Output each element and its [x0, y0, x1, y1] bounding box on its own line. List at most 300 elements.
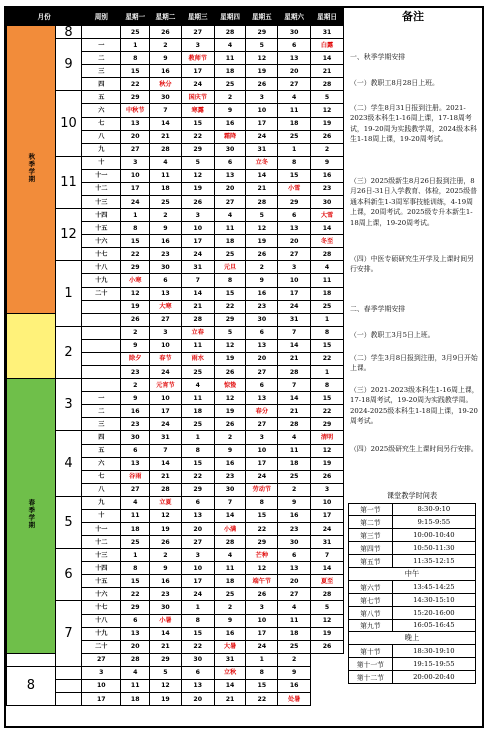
day-cell: 27 — [278, 588, 311, 601]
day-cell: 24 — [181, 588, 214, 601]
timetable-cell: 课堂教学时间表 — [386, 491, 438, 501]
day-cell: 12 — [181, 169, 214, 182]
period-row — [349, 619, 476, 632]
week-number-cell: 二十 — [82, 287, 121, 300]
day-cell: 3 — [278, 261, 311, 274]
day-cell: 9 — [150, 562, 182, 575]
day-cell: 21 — [181, 300, 214, 313]
period-row — [349, 503, 476, 516]
week-number-cell: 十三 — [82, 196, 121, 209]
month-cell: 5 — [55, 496, 81, 548]
day-cell: 2 — [278, 653, 311, 666]
week-number-cell: 十二 — [82, 182, 121, 195]
semester-cell — [7, 313, 56, 378]
day-cell: 30 — [150, 601, 182, 614]
header-cell: 星期一 — [121, 9, 150, 26]
day-cell: 22 — [246, 692, 278, 705]
day-cell: 11 — [121, 509, 150, 522]
day-cell: 31 — [278, 313, 311, 326]
day-cell: 11 — [214, 562, 246, 575]
day-cell: 1 — [278, 143, 311, 156]
week-row — [7, 692, 344, 705]
day-cell: 21 — [150, 130, 182, 143]
day-cell: 17 — [246, 117, 278, 130]
week-row — [7, 39, 344, 52]
day-cell: 23 — [278, 522, 311, 535]
period-row — [349, 658, 476, 671]
holiday-cell: 国庆节 — [181, 91, 214, 104]
day-cell: 27 — [246, 418, 278, 431]
month-cell: 7 — [55, 601, 81, 666]
day-cell: 27 — [214, 196, 246, 209]
header-cell: 月份 — [7, 9, 82, 26]
day-cell: 15 — [246, 509, 278, 522]
day-cell: 30 — [150, 91, 182, 104]
week-number-cell: 八 — [82, 483, 121, 496]
semester-cell — [7, 379, 56, 654]
day-cell: 8 — [246, 496, 278, 509]
day-cell: 20 — [246, 352, 278, 365]
day-cell: 22 — [214, 300, 246, 313]
day-cell: 21 — [150, 640, 182, 653]
week-number-cell: 十四 — [82, 562, 121, 575]
day-cell: 9 — [121, 392, 150, 405]
day-cell: 3 — [181, 39, 214, 52]
day-cell: 10 — [246, 104, 278, 117]
autumn-note-2: （二）学生8月31日报到注册。2021-2023级本科生1-16周上课，17-18周考试，19-20周为实践教学周，2024级本科生1-18周上课，19-20周考试。 — [350, 104, 477, 144]
day-cell: 18 — [181, 405, 214, 418]
week-number-cell: 五 — [82, 91, 121, 104]
day-cell: 14 — [311, 52, 344, 65]
week-number-cell: 四 — [82, 78, 121, 91]
day-cell: 22 — [121, 78, 150, 91]
day-cell: 9 — [278, 666, 311, 679]
week-row — [7, 156, 344, 169]
timetable-cell: 10:00-10:40 — [392, 529, 475, 542]
day-cell: 11 — [214, 52, 246, 65]
day-cell: 22 — [121, 248, 150, 261]
week-row — [7, 261, 344, 274]
day-cell: 7 — [214, 496, 246, 509]
day-cell: 9 — [214, 444, 246, 457]
month-cell: 9 — [55, 39, 81, 91]
day-cell: 24 — [246, 470, 278, 483]
day-cell: 1 — [121, 39, 150, 52]
header-cell: 星期五 — [246, 9, 278, 26]
header-cell: 星期四 — [214, 9, 246, 26]
day-cell: 29 — [150, 653, 182, 666]
week-number-cell: 二 — [82, 52, 121, 65]
week-number-cell: 十三 — [82, 549, 121, 562]
day-cell: 26 — [121, 313, 150, 326]
week-number-cell — [55, 679, 81, 692]
day-cell: 14 — [181, 287, 214, 300]
week-number-cell: 二 — [82, 405, 121, 418]
day-cell: 16 — [214, 457, 246, 470]
day-cell: 26 — [311, 640, 344, 653]
spring-note-3: （三）2021-2023级本科生1-16周上课，17-18周考试，19-20周为实践教学周。2024-2025级本科生1-18周上课，19-20周考试。 — [350, 386, 479, 426]
semester-label: 春季学期 — [27, 499, 36, 529]
day-cell: 19 — [246, 235, 278, 248]
timetable-cell: 第七节 — [349, 593, 393, 606]
day-cell: 16 — [311, 169, 344, 182]
day-cell: 15 — [246, 679, 278, 692]
day-cell: 22 — [311, 405, 344, 418]
day-cell: 28 — [278, 418, 311, 431]
day-cell: 10 — [121, 169, 150, 182]
day-cell: 26 — [150, 536, 182, 549]
day-cell: 10 — [246, 614, 278, 627]
school-calendar-table — [6, 8, 344, 706]
holiday-cell: 雨水 — [181, 352, 214, 365]
timetable-cell: 第十节 — [349, 645, 393, 658]
day-cell: 28 — [214, 26, 246, 39]
timetable-cell: 中午 — [349, 567, 476, 580]
day-cell: 4 — [214, 209, 246, 222]
day-cell: 3 — [82, 666, 121, 679]
day-cell: 28 — [311, 248, 344, 261]
week-number-cell: 九 — [82, 496, 121, 509]
week-row — [7, 326, 344, 339]
day-cell: 5 — [246, 209, 278, 222]
day-cell: 15 — [311, 392, 344, 405]
day-cell: 9 — [121, 339, 150, 352]
day-cell: 16 — [278, 679, 311, 692]
day-cell: 24 — [246, 640, 278, 653]
day-cell: 6 — [150, 274, 182, 287]
day-cell: 17 — [278, 287, 311, 300]
day-cell: 13 — [181, 509, 214, 522]
day-cell: 15 — [181, 627, 214, 640]
day-cell: 25 — [181, 418, 214, 431]
day-cell: 5 — [181, 156, 214, 169]
week-number-cell: 七 — [82, 470, 121, 483]
holiday-cell: 清明 — [311, 431, 344, 444]
timetable-cell: 19:15-19:55 — [392, 658, 475, 671]
day-cell: 2 — [121, 379, 150, 392]
day-cell: 10 — [181, 222, 214, 235]
semester-cell — [7, 26, 56, 314]
week-number-cell: 六 — [82, 104, 121, 117]
holiday-cell: 小满 — [214, 522, 246, 535]
day-cell: 20 — [278, 235, 311, 248]
day-cell: 1 — [181, 601, 214, 614]
day-cell: 6 — [246, 326, 278, 339]
day-cell: 24 — [121, 196, 150, 209]
day-cell: 2 — [150, 549, 182, 562]
day-cell: 26 — [311, 470, 344, 483]
week-row — [7, 91, 344, 104]
day-cell: 12 — [121, 287, 150, 300]
timetable-cell: 第九节 — [349, 619, 393, 632]
day-cell: 7 — [311, 549, 344, 562]
day-cell: 20 — [278, 65, 311, 78]
day-cell: 26 — [246, 248, 278, 261]
day-cell: 18 — [214, 235, 246, 248]
period-row — [349, 645, 476, 658]
holiday-cell: 劳动节 — [246, 483, 278, 496]
day-cell: 12 — [214, 392, 246, 405]
day-cell: 1 — [181, 431, 214, 444]
holiday-cell: 夏至 — [311, 575, 344, 588]
day-cell: 21 — [311, 65, 344, 78]
week-number-cell: 十九 — [82, 274, 121, 287]
day-cell: 25 — [181, 366, 214, 379]
month-cell: 11 — [55, 156, 81, 208]
day-cell: 2 — [246, 261, 278, 274]
day-cell: 18 — [278, 457, 311, 470]
week-row — [7, 431, 344, 444]
day-cell: 27 — [181, 26, 214, 39]
day-cell: 28 — [121, 653, 150, 666]
day-cell: 1 — [311, 366, 344, 379]
month-cell: 6 — [55, 549, 81, 601]
header-cell: 星期二 — [150, 9, 182, 26]
day-cell: 21 — [214, 692, 246, 705]
month-cell: 10 — [55, 91, 81, 156]
day-cell: 18 — [278, 627, 311, 640]
holiday-cell: 冬至 — [311, 235, 344, 248]
month-cell: 1 — [55, 261, 81, 326]
day-cell: 7 — [278, 326, 311, 339]
day-cell: 27 — [278, 78, 311, 91]
day-cell: 2 — [278, 483, 311, 496]
day-cell: 27 — [181, 536, 214, 549]
holiday-cell: 元旦 — [214, 261, 246, 274]
day-cell: 9 — [246, 274, 278, 287]
day-cell: 27 — [246, 366, 278, 379]
day-cell: 8 — [278, 156, 311, 169]
week-number-cell — [82, 339, 121, 352]
day-cell: 8 — [121, 562, 150, 575]
day-cell: 21 — [150, 470, 182, 483]
day-cell: 15 — [214, 287, 246, 300]
day-cell: 3 — [246, 601, 278, 614]
week-number-cell: 十六 — [82, 235, 121, 248]
day-cell: 13 — [246, 339, 278, 352]
day-cell: 2 — [150, 209, 182, 222]
holiday-cell: 春节 — [150, 352, 182, 365]
timetable-title — [349, 490, 476, 503]
day-cell: 29 — [121, 261, 150, 274]
day-cell: 27 — [121, 143, 150, 156]
day-cell: 16 — [246, 287, 278, 300]
day-cell: 13 — [246, 392, 278, 405]
day-cell: 4 — [121, 666, 150, 679]
week-number-cell: 八 — [82, 130, 121, 143]
day-cell: 26 — [214, 366, 246, 379]
day-cell: 30 — [246, 313, 278, 326]
week-number-cell: 五 — [82, 444, 121, 457]
day-cell: 25 — [278, 130, 311, 143]
timetable-cell: 11:35-12:15 — [392, 555, 475, 568]
timetable-cell: 18:30-19:10 — [392, 645, 475, 658]
holiday-cell: 端午节 — [246, 575, 278, 588]
timetable-cell: 第十一节 — [349, 658, 393, 671]
day-cell: 6 — [278, 209, 311, 222]
day-cell: 9 — [150, 52, 182, 65]
day-cell: 4 — [214, 39, 246, 52]
day-cell: 17 — [246, 457, 278, 470]
day-cell: 24 — [181, 248, 214, 261]
day-cell: 20 — [278, 575, 311, 588]
day-cell: 16 — [214, 117, 246, 130]
week-number-cell: 六 — [82, 457, 121, 470]
day-cell: 1 — [121, 549, 150, 562]
holiday-cell: 白露 — [311, 39, 344, 52]
week-row — [7, 209, 344, 222]
day-cell: 15 — [311, 339, 344, 352]
timetable-cell: 8:30-9:10 — [392, 503, 475, 516]
day-cell: 28 — [214, 536, 246, 549]
day-cell: 12 — [311, 444, 344, 457]
day-cell: 29 — [278, 196, 311, 209]
day-cell: 4 — [214, 549, 246, 562]
day-cell: 7 — [181, 274, 214, 287]
month-cell: 8 — [7, 666, 56, 705]
day-cell: 14 — [150, 117, 182, 130]
day-cell: 25 — [150, 196, 182, 209]
week-row — [7, 26, 344, 39]
evening-row — [349, 632, 476, 645]
timetable-cell: 15:20-16:00 — [392, 606, 475, 619]
day-cell: 28 — [246, 196, 278, 209]
day-cell: 23 — [150, 248, 182, 261]
week-number-cell: 十 — [82, 509, 121, 522]
day-cell: 8 — [121, 222, 150, 235]
day-cell: 8 — [181, 614, 214, 627]
period-row — [349, 606, 476, 619]
day-cell: 19 — [150, 522, 182, 535]
day-cell: 12 — [311, 104, 344, 117]
week-number-cell: 三 — [82, 65, 121, 78]
timetable-cell: 第四节 — [349, 542, 393, 555]
day-cell: 25 — [214, 248, 246, 261]
day-cell: 14 — [278, 392, 311, 405]
week-number-cell: 十八 — [82, 261, 121, 274]
week-number-cell — [55, 666, 81, 679]
day-cell: 13 — [150, 287, 182, 300]
day-cell: 14 — [214, 679, 246, 692]
timetable-cell: 16:05-16:45 — [392, 619, 475, 632]
week-row — [7, 679, 344, 692]
day-cell: 1 — [311, 313, 344, 326]
week-number-cell: 四 — [82, 431, 121, 444]
day-cell: 14 — [150, 457, 182, 470]
day-cell: 28 — [150, 483, 182, 496]
day-cell: 7 — [150, 104, 182, 117]
day-cell: 16 — [278, 509, 311, 522]
day-cell: 2 — [150, 39, 182, 52]
day-cell: 22 — [181, 640, 214, 653]
day-cell: 15 — [121, 575, 150, 588]
timetable-cell: 第三节 — [349, 529, 393, 542]
day-cell: 8 — [121, 52, 150, 65]
day-cell: 20 — [214, 182, 246, 195]
day-cell: 26 — [150, 26, 182, 39]
day-cell: 17 — [121, 182, 150, 195]
day-cell: 10 — [181, 562, 214, 575]
day-cell: 11 — [181, 392, 214, 405]
header-cell: 星期三 — [181, 9, 214, 26]
holiday-cell: 芒种 — [246, 549, 278, 562]
autumn-note-1: （一）教职工8月28日上班。 — [350, 79, 439, 87]
day-cell: 11 — [121, 679, 150, 692]
day-cell: 5 — [311, 91, 344, 104]
day-cell: 13 — [121, 117, 150, 130]
day-cell: 4 — [311, 261, 344, 274]
day-cell: 2 — [214, 601, 246, 614]
period-row — [349, 671, 476, 684]
day-cell: 19 — [150, 692, 182, 705]
week-number-cell — [82, 352, 121, 365]
day-cell: 19 — [246, 65, 278, 78]
day-cell: 19 — [311, 627, 344, 640]
day-cell: 4 — [121, 496, 150, 509]
day-cell: 25 — [278, 470, 311, 483]
day-cell: 17 — [246, 627, 278, 640]
day-cell: 8 — [214, 274, 246, 287]
day-cell: 14 — [214, 509, 246, 522]
day-cell: 24 — [181, 78, 214, 91]
day-cell: 5 — [150, 666, 182, 679]
day-cell: 11 — [278, 444, 311, 457]
day-cell: 19 — [214, 352, 246, 365]
day-cell: 6 — [246, 379, 278, 392]
day-cell: 31 — [311, 26, 344, 39]
week-row — [7, 379, 344, 392]
day-cell: 29 — [214, 313, 246, 326]
week-number-cell: 七 — [82, 117, 121, 130]
day-cell: 9 — [214, 104, 246, 117]
day-cell: 21 — [278, 352, 311, 365]
day-cell: 29 — [246, 536, 278, 549]
day-cell: 10 — [311, 496, 344, 509]
week-number-cell: 十四 — [82, 209, 121, 222]
day-cell: 17 — [181, 575, 214, 588]
day-cell: 4 — [181, 379, 214, 392]
day-cell: 3 — [121, 156, 150, 169]
day-cell: 30 — [214, 483, 246, 496]
day-cell: 3 — [246, 431, 278, 444]
day-cell: 7 — [278, 379, 311, 392]
holiday-cell: 谷雨 — [121, 470, 150, 483]
day-cell: 23 — [214, 470, 246, 483]
day-cell: 22 — [121, 588, 150, 601]
day-cell: 3 — [150, 326, 182, 339]
day-cell: 2 — [214, 431, 246, 444]
day-cell: 6 — [181, 496, 214, 509]
day-cell: 13 — [121, 457, 150, 470]
day-cell: 18 — [150, 182, 182, 195]
day-cell: 25 — [214, 78, 246, 91]
day-cell: 17 — [181, 235, 214, 248]
day-cell: 12 — [246, 52, 278, 65]
day-cell: 4 — [278, 601, 311, 614]
period-row — [349, 580, 476, 593]
day-cell: 26 — [246, 78, 278, 91]
day-cell: 23 — [121, 418, 150, 431]
week-number-cell — [82, 300, 121, 313]
week-number-cell: 十五 — [82, 222, 121, 235]
day-cell: 27 — [82, 653, 121, 666]
day-cell: 10 — [278, 274, 311, 287]
holiday-cell: 立秋 — [214, 666, 246, 679]
timetable-cell: 20:00-20:40 — [392, 671, 475, 684]
timetable-cell: 第五节 — [349, 555, 393, 568]
day-cell: 30 — [311, 196, 344, 209]
day-cell: 29 — [246, 26, 278, 39]
